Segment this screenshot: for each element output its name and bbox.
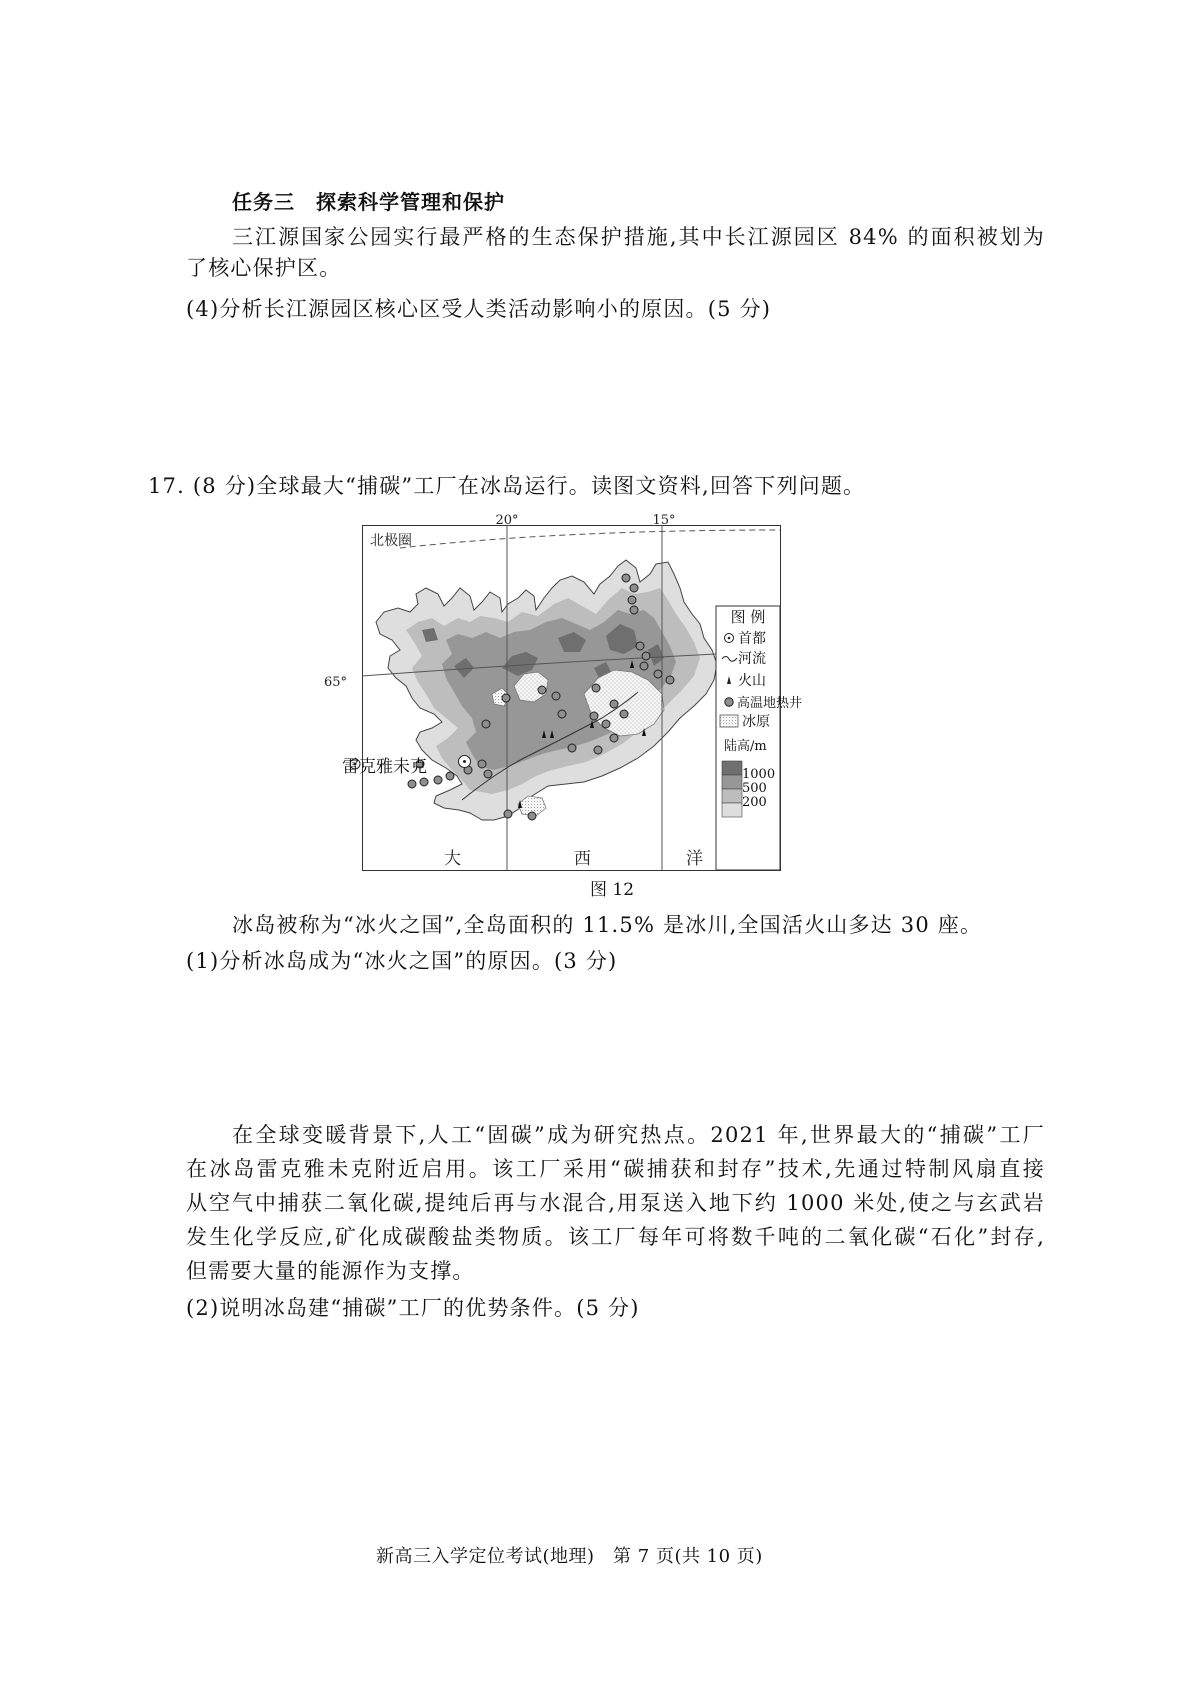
geothermal-well xyxy=(434,776,442,784)
legend-elevation-title: 陆高/m xyxy=(724,739,767,754)
geothermal-well xyxy=(504,810,512,818)
label-ocean-char-2: 西 xyxy=(574,849,591,869)
geothermal-well xyxy=(622,574,630,582)
carbon-paragraph-line3: 从空气中捕获二氧化碳,提纯后再与水混合,用泵送入地下约 1000 米处,使之与玄武岩 xyxy=(186,1191,1045,1215)
geothermal-well xyxy=(552,692,560,700)
geothermal-well xyxy=(602,720,610,728)
label-ocean-char-1: 大 xyxy=(444,849,461,869)
legend-volcano-label: 火山 xyxy=(738,673,766,689)
question-4: (4)分析长江源园区核心区受人类活动影响小的原因。(5 分) xyxy=(186,297,772,321)
geothermal-well xyxy=(630,606,638,614)
legend-elevation-200: 200 xyxy=(742,795,767,810)
iceland-map xyxy=(362,513,803,878)
swatch-below-200 xyxy=(722,803,742,817)
geothermal-well xyxy=(594,746,602,754)
legend-elevation-500: 500 xyxy=(742,781,767,796)
geothermal-well xyxy=(590,712,598,720)
geothermal-well xyxy=(528,812,536,820)
geothermal-well xyxy=(628,596,636,604)
geothermal-well xyxy=(408,780,416,788)
geothermal-well xyxy=(484,770,492,778)
geothermal-well xyxy=(636,642,644,650)
geothermal-well xyxy=(420,778,428,786)
geothermal-well xyxy=(568,744,576,752)
legend-elevation-1000: 1000 xyxy=(742,767,776,782)
geothermal-well xyxy=(642,652,650,660)
carbon-paragraph-line1: 在全球变暖背景下,人工“固碳”成为研究热点。2021 年,世界最大的“捕碳”工厂 xyxy=(232,1123,1045,1147)
geothermal-well xyxy=(666,676,674,684)
iceland-intro: 冰岛被称为“冰火之国”,全岛面积的 11.5% 是冰川,全国活火山多达 30 座。 xyxy=(232,913,983,937)
carbon-paragraph-line5: 但需要大量的能源作为支撑。 xyxy=(186,1259,475,1283)
question-17-1: (1)分析冰岛成为“冰火之国”的原因。(3 分) xyxy=(186,949,618,973)
label-reykjavik: 雷克雅未克 xyxy=(342,757,427,777)
legend-elevation-swatches xyxy=(722,761,742,817)
label-ocean-char-3: 洋 xyxy=(686,849,703,869)
legend-icefield-label: 冰原 xyxy=(742,714,770,730)
geothermal-well xyxy=(482,720,490,728)
carbon-paragraph-line2: 在冰岛雷克雅未克附近启用。该工厂采用“碳捕获和封存”技术,先通过特制风扇直接 xyxy=(186,1157,1045,1181)
task3-heading: 任务三 探索科学管理和保护 xyxy=(232,190,505,214)
geothermal-well xyxy=(592,684,600,692)
legend-geothermal-icon xyxy=(725,698,733,706)
legend-capital-label: 首都 xyxy=(738,631,766,647)
task3-paragraph-line1: 三江源国家公园实行最严格的生态保护措施,其中长江源园区 84% 的面积被划为 xyxy=(232,225,1045,249)
question-17-2: (2)说明冰岛建“捕碳”工厂的优势条件。(5 分) xyxy=(186,1296,640,1320)
geothermal-well xyxy=(654,670,662,678)
legend-title: 图 例 xyxy=(730,608,766,626)
geothermal-well xyxy=(478,760,486,768)
carbon-paragraph-line4: 发生化学反应,矿化成碳酸盐类物质。该工厂每年可将数千吨的二氧化碳“石化”封存, xyxy=(186,1225,1045,1249)
legend-geothermal-label: 高温地热井 xyxy=(737,696,803,711)
geothermal-well xyxy=(640,662,648,670)
geothermal-well xyxy=(446,772,454,780)
question-17-title: 17. (8 分)全球最大“捕碳”工厂在冰岛运行。读图文资料,回答下列问题。 xyxy=(148,474,866,498)
label-arctic-circle: 北极圈 xyxy=(370,533,412,549)
legend-river-label: 河流 xyxy=(738,651,766,667)
page-footer: 新高三入学定位考试(地理) 第 7 页(共 10 页) xyxy=(376,1546,763,1567)
geothermal-well xyxy=(538,686,546,694)
swatch-500-1000 xyxy=(722,775,742,789)
geothermal-well xyxy=(610,734,618,742)
swatch-1000-plus xyxy=(722,761,742,775)
geothermal-well xyxy=(610,700,618,708)
label-latitude-65-text: 65° xyxy=(324,675,348,690)
label-longitude-20: 20° xyxy=(495,513,519,528)
geothermal-well xyxy=(558,710,566,718)
label-longitude-15: 15° xyxy=(652,513,676,528)
figure-caption: 图 12 xyxy=(590,880,635,900)
geothermal-well xyxy=(620,710,628,718)
legend-icefield-icon xyxy=(720,715,738,727)
task3-paragraph-line2: 了核心保护区。 xyxy=(186,256,342,280)
swatch-200-500 xyxy=(722,789,742,803)
geothermal-well xyxy=(630,584,638,592)
geothermal-well xyxy=(502,694,510,702)
reykjavik-capital-icon xyxy=(458,755,471,768)
